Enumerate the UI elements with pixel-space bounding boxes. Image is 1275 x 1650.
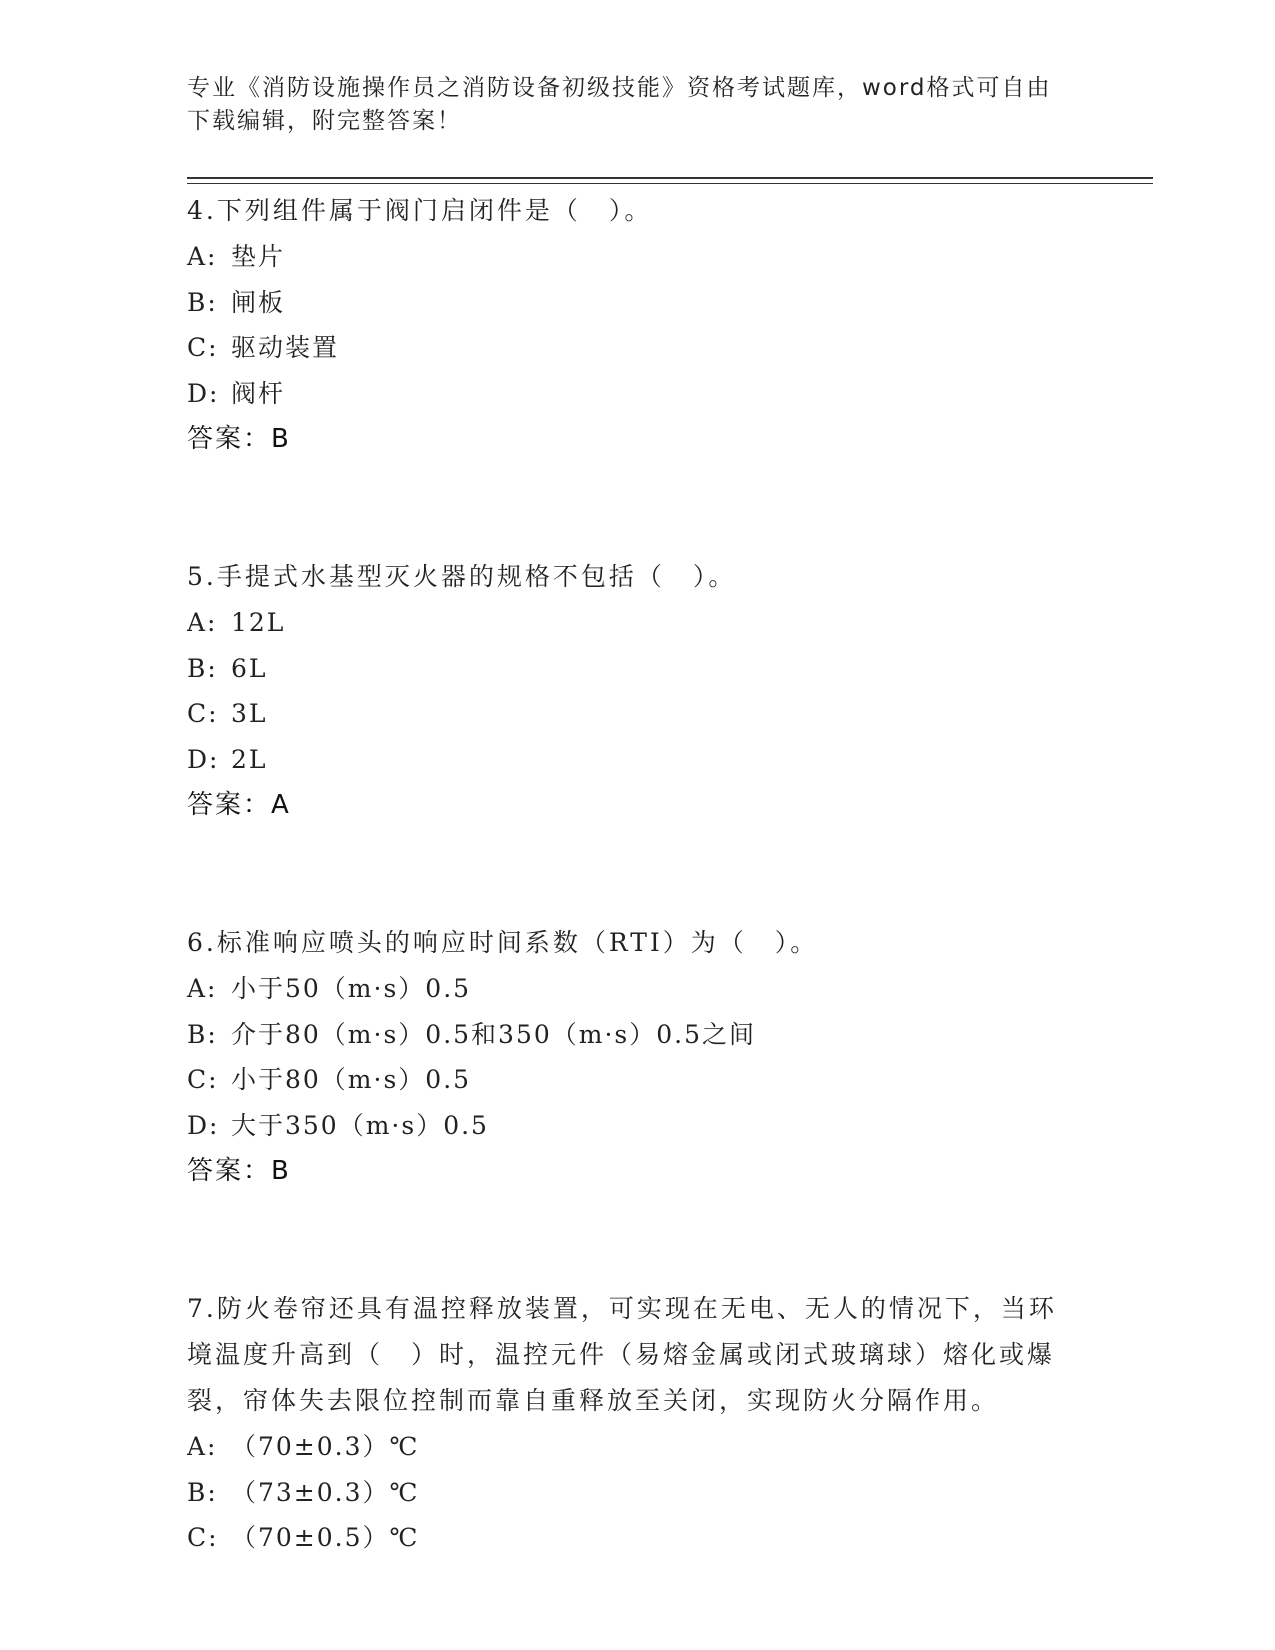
question-spacer [187, 828, 1087, 920]
option-a [187, 234, 1087, 280]
document-header: 专业《消防设施操作员之消防设备初级技能》资格考试题库，word格式可自由下载编辑，附完整答案！ [187, 75, 1052, 134]
question-list [187, 188, 1087, 1561]
option-text: 驱动装置 [231, 333, 340, 362]
option-letter: B: [187, 287, 218, 317]
option-d [187, 737, 1087, 783]
option-text: 阀杆 [231, 378, 286, 408]
option-text: 垫片 [231, 242, 286, 271]
option-b [187, 1012, 1087, 1058]
question-4 [187, 188, 1087, 462]
option-text: （73±0.3）℃ [231, 1477, 420, 1507]
option-letter: A: [187, 974, 218, 1003]
answer-label: 答案：A [187, 790, 291, 820]
option-text: （70±0.3）℃ [231, 1432, 420, 1461]
option-text: 小于50（m·s）0.5 [231, 974, 472, 1003]
option-c [187, 1515, 1087, 1561]
question-spacer [187, 462, 1087, 554]
question-5 [187, 554, 1087, 828]
option-letter: A: [187, 608, 218, 637]
question-6 [187, 920, 1087, 1194]
option-text: 6L [231, 653, 268, 683]
option-text: 3L [231, 699, 268, 728]
option-text: 12L [231, 608, 286, 637]
question-spacer [187, 1194, 1087, 1286]
option-d [187, 1103, 1087, 1149]
option-letter: B: [187, 1019, 218, 1049]
option-letter: C: [187, 1065, 219, 1094]
answer-label: 答案：B [187, 1156, 291, 1186]
header-rule-thin [187, 183, 1153, 184]
option-b [187, 280, 1087, 326]
question-stem: 6.标准响应喷头的响应时间系数（RTI）为（ ）。 [187, 928, 819, 957]
option-text: 介于80（m·s）0.5和350（m·s）0.5之间 [231, 1019, 757, 1049]
option-a [187, 1424, 1087, 1470]
answer-label: 答案：B [187, 424, 291, 454]
question-stem: 7.防火卷帘还具有温控释放装置，可实现在无电、无人的情况下，当环境温度升高到（ ）时，温控元件（易熔金属或闭式玻璃球）熔化或爆裂，帘体失去限位控制而靠自重释放至关闭，实现防火分隔作用。 [187, 1294, 1057, 1415]
header-rule-thick [187, 177, 1153, 179]
option-letter: B: [187, 653, 218, 683]
option-b [187, 646, 1087, 692]
option-letter: C: [187, 333, 219, 362]
question-7 [187, 1286, 1087, 1561]
option-letter: A: [187, 1432, 218, 1461]
option-letter: C: [187, 1523, 219, 1552]
option-c [187, 1057, 1087, 1103]
option-letter: B: [187, 1477, 218, 1507]
question-stem: 5.手提式水基型灭火器的规格不包括（ ）。 [187, 562, 737, 591]
question-stem: 4.下列组件属于阀门启闭件是（ ）。 [187, 196, 653, 225]
option-c [187, 691, 1087, 737]
option-b [187, 1470, 1087, 1516]
option-text: 小于80（m·s）0.5 [231, 1065, 472, 1094]
option-a [187, 600, 1087, 646]
option-a [187, 966, 1087, 1012]
option-letter: A: [187, 242, 218, 271]
option-letter: C: [187, 699, 219, 728]
option-letter: D: [187, 1110, 220, 1140]
option-text: （70±0.5）℃ [231, 1523, 420, 1552]
option-text: 2L [231, 744, 268, 774]
option-text: 闸板 [231, 287, 286, 317]
option-letter: D: [187, 744, 220, 774]
option-letter: D: [187, 378, 220, 408]
option-c [187, 325, 1087, 371]
option-d [187, 371, 1087, 417]
option-text: 大于350（m·s）0.5 [231, 1110, 489, 1140]
